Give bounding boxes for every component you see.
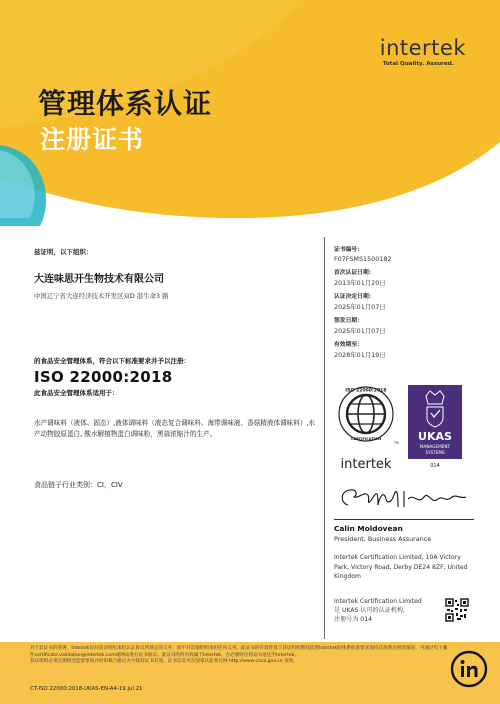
accreditation-text: 是 UKAS 认可的认证机构,	[334, 607, 405, 614]
company-address: 中国辽宁省大连经济技术开发区双D 港生命3 路	[34, 292, 169, 300]
ukas-line2: SYSTEMS	[425, 450, 445, 455]
detail-label: 签发日期：	[334, 318, 363, 324]
iso-22000-badge	[339, 387, 399, 472]
iso-badge-bottom-text: CERTIFICATION	[350, 437, 382, 441]
registration-number: 注册号为 014	[334, 616, 372, 623]
detail-value: 2028年01月19日	[334, 351, 386, 359]
ukas-line1: MANAGEMENT	[419, 444, 451, 449]
detail-value: F07FSMS1500182	[334, 255, 392, 263]
applies-to-label: 此食品安全管理体系适用于：	[34, 389, 119, 397]
signature-line	[334, 519, 474, 520]
detail-label: 认证决定日期：	[334, 294, 375, 300]
detail-value: 2025年01月07日	[334, 327, 386, 335]
signature-block	[334, 485, 484, 543]
scope-text: 水产调味料（液体、固态）,液体调味料（液态复合调味料、海带调味液、香菇精液体调味料）,水产动物胶原蛋白, 酸水解植物蛋白调味粉，黑蒜浓缩汁的生产。	[34, 419, 316, 438]
scope-intro: 的食品安全管理体系，符合以下标准要求并予以注册：	[34, 357, 190, 365]
company-name: 大连味思开生物技术有限公司	[34, 274, 164, 285]
logo-wordmark: intertek	[379, 36, 466, 60]
certificate-body	[34, 247, 316, 490]
detail-initial-date	[334, 267, 474, 287]
detail-label: 证书编号：	[334, 247, 363, 253]
handwritten-signature	[334, 485, 474, 515]
signatory-title: President, Business Assurance	[334, 535, 432, 543]
certification-badges	[334, 382, 474, 477]
intertek-logo	[380, 36, 466, 67]
footer-legal	[30, 646, 450, 666]
detail-value: 2013年01月20日	[334, 279, 386, 287]
intertek-in-logo-icon	[448, 648, 490, 690]
detail-label: 首次认证日期：	[334, 270, 375, 276]
issuer-name: Intertek Certification Limited	[334, 598, 422, 605]
certify-intro: 兹证明，以下组织：	[34, 248, 93, 256]
ukas-badge	[408, 385, 462, 469]
ukas-number: 014	[430, 463, 440, 469]
certificate-details	[334, 242, 474, 363]
column-divider	[324, 237, 325, 639]
iso-badge-top-text: ISO 22000:2018	[345, 388, 387, 394]
food-chain-category: 食品链子行业类别：CI，CIV	[34, 481, 123, 489]
footer-legal-line2: 获证组织必须定期接受监督审核并经审核合格后方可保持证书有效。证书信息可在国家认监委官网 http://www.cnca.gov.cn 查询。	[30, 659, 298, 665]
iso-badge-wordmark: intertek	[340, 457, 392, 472]
detail-certificate-number	[334, 244, 474, 263]
detail-decision-date	[334, 291, 474, 311]
ukas-wordmark: UKAS	[418, 430, 452, 443]
signatory-name: Calin Moldovean	[334, 524, 403, 533]
detail-value: 2025年01月07日	[334, 303, 386, 311]
detail-issue-date	[334, 315, 474, 335]
title-line1: 管理体系认证	[38, 87, 213, 120]
logo-tagline: Total Quality. Assured.	[382, 61, 454, 67]
issuer-address: Intertek Certification Limited, 10A Victory Park, Victory Road, Derby DE24 8ZF, United Kingdom	[334, 554, 468, 580]
trademark-mark: TM	[394, 441, 399, 445]
detail-label: 有效期至：	[334, 342, 363, 348]
qr-code-icon	[445, 598, 469, 622]
footer-document-code: CT-ISO 22000:2018-UKAS-EN-A4-19.jul.21	[30, 686, 143, 692]
footer-legal-line1: 对于此证书的签署，Intertek仅对获证组织承担认证协议所规定的义务，而不对其他组织承担任何义务。此证书的有效性基于获证组织继续依照Intertek的体系标准要求保持其体系注册的情况，可通过电子邮件certificate.validation@intertek.com或网站进行证书验证。此证书的所有权属于Intertek，在必要时应将证书返还至Intertek。	[30, 646, 448, 658]
footer	[0, 642, 500, 704]
title-line2: 注册证书	[40, 125, 145, 154]
detail-expiry-date	[334, 339, 474, 359]
standard-name: ISO 22000:2018	[34, 368, 173, 386]
issuer-accreditation	[334, 597, 444, 624]
